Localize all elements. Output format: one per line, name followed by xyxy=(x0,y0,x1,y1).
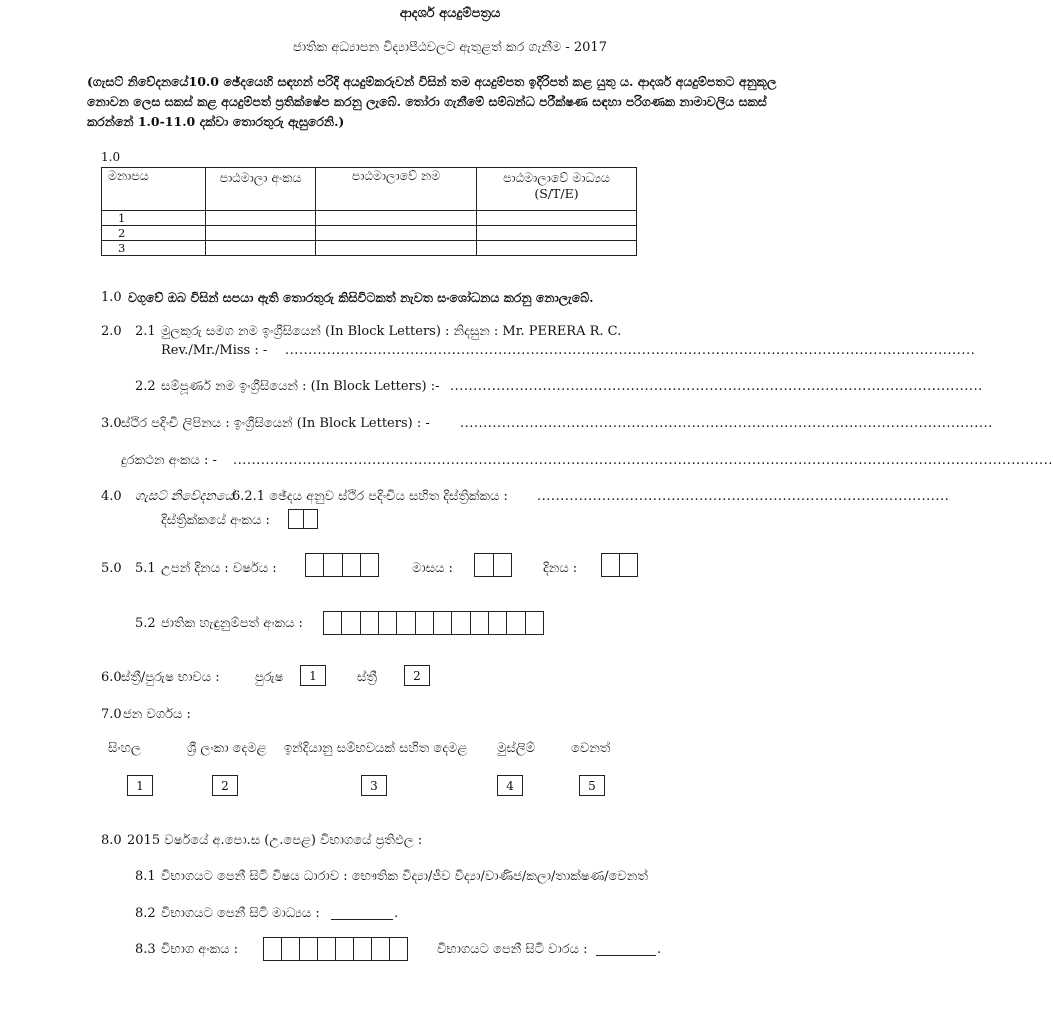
address-field[interactable]: ................................................................................................................... xyxy=(460,416,993,431)
subject-stream-label: විභාගයට පෙනී සිටි විෂය ධාරාව : භෞතික විද්‍යා/ජීව විද්‍යා/වාණිජ/කලා/තාක්ෂණ/වෙනත් xyxy=(161,869,648,884)
table-row xyxy=(102,226,637,241)
exam-medium-label: විභාගයට පෙනී සිටි මාධ්‍යය : xyxy=(161,906,320,921)
header-preference: මනාපය xyxy=(102,168,206,211)
address-label: ස්ථිර පදිංචි ලිපිනය : ඉංග්‍රීසියෙන් (In Block Letters) : - xyxy=(121,416,430,431)
ethnicity-label: ජන වර්ගය : xyxy=(123,707,191,722)
birth-year-boxes[interactable] xyxy=(305,553,379,577)
female-label: ස්ත්‍රී xyxy=(357,670,377,685)
district-number-boxes[interactable] xyxy=(288,509,318,529)
header-course-name: පාඨමාලාවේ නම xyxy=(316,168,477,211)
birth-month-label: මාසය : xyxy=(412,561,453,576)
district-number-label: දිස්ත්‍රික්කයේ අංකය : xyxy=(161,513,270,528)
ethnicity-option-box[interactable]: 2 xyxy=(212,775,238,796)
initials-name-field[interactable]: ..................................................................................................................................................... xyxy=(285,343,976,358)
section-5-number: 5.0 xyxy=(101,561,122,576)
exam-medium-field[interactable] xyxy=(331,919,393,920)
course-medium-cell[interactable] xyxy=(477,241,637,256)
initials-name-label: මුලකුරු සමග නම ඉංග්‍රීසියෙන් (In Block Letters) : නිදසුන : Mr. PERERA R. C. xyxy=(161,324,622,339)
male-option-box[interactable]: 1 xyxy=(300,665,326,686)
section-7-number: 7.0 xyxy=(101,707,122,722)
exam-medium-period: . xyxy=(394,906,399,921)
ethnicity-option-box[interactable]: 5 xyxy=(579,775,605,796)
ethnicity-option-label: සිංහල xyxy=(108,741,141,756)
row-preference-number: 3 xyxy=(102,241,206,256)
table-row xyxy=(102,211,637,226)
header-course-number: පාඨමාලා අංකය xyxy=(206,168,316,211)
question-5-1-number: 5.1 xyxy=(135,561,156,576)
course-name-cell[interactable] xyxy=(316,241,477,256)
course-number-cell[interactable] xyxy=(206,226,316,241)
male-label: පුරුෂ xyxy=(255,670,284,685)
question-8-2-number: 8.2 xyxy=(135,906,156,921)
preference-table xyxy=(101,167,637,256)
district-label: 6.2.1 ඡේදය අනුව ස්ථිර පදිංචිය සහිත දිස්ත්‍රික්කය : xyxy=(232,489,508,504)
birth-day-boxes[interactable] xyxy=(601,553,638,577)
full-name-field[interactable]: ................................................................................................................... xyxy=(450,379,983,394)
gender-label: ස්ත්‍රී/පුරුෂ භාවය : xyxy=(121,670,220,685)
section-1-number: 1.0 xyxy=(101,150,121,164)
ethnicity-option-box[interactable]: 3 xyxy=(361,775,387,796)
form-title: ආදර්ශ අයදුම්පත්‍රය xyxy=(399,6,501,21)
question-8-1-number: 8.1 xyxy=(135,869,156,884)
exam-attempt-period: . xyxy=(657,942,662,957)
birth-day-label: දිනය : xyxy=(543,561,578,576)
section-4-number: 4.0 xyxy=(101,489,122,504)
intro-note: (ගැසට් නිවේදනයේ10.0 ඡේදයෙහි සඳහන් පරිදි අයදුම්කරුවන් විසින් තම අයදුම්පත ඉදිරිපත් කළ යුතු ය. ආදර්ශ අයදුම්පතට අනුකූල නොවන ලෙස සකස් කළ අයදුම්පත් ප්‍රතික්ෂේප කරනු ලැබේ. තෝරා ගැනීමේ සම්බන්ධ පරීක්ෂණ සඳහා පරිගණක නාමාවලිය සකස් කරන්නේ 1.0-11.0 දක්වා තොරතුරු ඇසුරෙනි.) xyxy=(87,74,777,129)
ethnicity-option-label: ඉන්දියානු සම්භවයක් සහිත දෙමළ xyxy=(284,741,468,756)
question-8-3-number: 8.3 xyxy=(135,942,156,957)
ethnicity-option-label: ශ්‍රී ලංකා දෙමළ xyxy=(187,741,267,756)
question-5-2-number: 5.2 xyxy=(135,616,156,631)
course-name-cell[interactable] xyxy=(316,226,477,241)
table-row xyxy=(102,241,637,256)
nic-label: ජාතික හැඳුනුම්පත් අංකය : xyxy=(161,616,303,631)
phone-field[interactable]: ................................................................................................................................................................................. xyxy=(233,453,1053,468)
ethnicity-option-box[interactable]: 4 xyxy=(497,775,523,796)
question-2-2-number: 2.2 xyxy=(135,379,156,394)
female-option-box[interactable]: 2 xyxy=(404,665,430,686)
header-course-medium: පාඨමාලාවේ මාධ්‍යය (S/T/E) xyxy=(477,168,637,211)
course-number-cell[interactable] xyxy=(206,241,316,256)
phone-label: දුරකථන අංකය : - xyxy=(121,453,217,468)
nic-number-boxes[interactable] xyxy=(323,611,544,635)
section-1-note-number: 1.0 xyxy=(101,290,122,305)
row-preference-number: 2 xyxy=(102,226,206,241)
exam-attempt-label: විභාගයට පෙනී සිටි වාරය : xyxy=(437,942,588,957)
section-3-number: 3.0 xyxy=(101,416,122,431)
section-2-number: 2.0 xyxy=(101,324,122,339)
title-prefix-label: Rev./Mr./Miss : - xyxy=(161,343,268,358)
full-name-label: සම්පූර්ණ නම ඉංග්‍රීසියෙන් : (In Block Letters) :- xyxy=(161,379,440,394)
exam-attempt-field[interactable] xyxy=(596,955,656,956)
table-header-row xyxy=(102,168,637,211)
course-medium-cell[interactable] xyxy=(477,226,637,241)
section-1-note: වගුවේ ඔබ විසින් සපයා ඇති තොරතුරු කිසිවිටකත් නැවත සංශෝධනය කරනු නොලැබේ. xyxy=(128,290,594,305)
row-preference-number: 1 xyxy=(102,211,206,226)
birth-year-label: උපන් දිනය : වර්ෂය : xyxy=(161,561,277,576)
form-subtitle: ජාතික අධ්‍යාපන විද්‍යාපීඨවලට ඇතුළත් කර ගැනීම - 2017 xyxy=(293,40,607,55)
course-number-cell[interactable] xyxy=(206,211,316,226)
ethnicity-option-label: වෙනත් xyxy=(571,741,611,756)
course-medium-cell[interactable] xyxy=(477,211,637,226)
al-results-label: 2015 වර්ෂයේ අ.පො.ස (උ.පෙළ) විභාගයේ ප්‍රතිඵල : xyxy=(127,833,423,848)
section-6-number: 6.0 xyxy=(101,670,122,685)
birth-month-boxes[interactable] xyxy=(474,553,512,577)
question-2-1-number: 2.1 xyxy=(135,324,156,339)
exam-number-boxes[interactable] xyxy=(263,937,408,961)
district-label-italic: ගැසට් නිවේදනයේ xyxy=(135,489,235,504)
exam-number-label: විභාග අංකය : xyxy=(161,942,239,957)
ethnicity-option-label: මුස්ලිම් xyxy=(497,741,535,756)
ethnicity-option-box[interactable]: 1 xyxy=(127,775,153,796)
section-8-number: 8.0 xyxy=(101,833,122,848)
district-field[interactable]: ......................................................................................... xyxy=(537,489,950,504)
course-name-cell[interactable] xyxy=(316,211,477,226)
